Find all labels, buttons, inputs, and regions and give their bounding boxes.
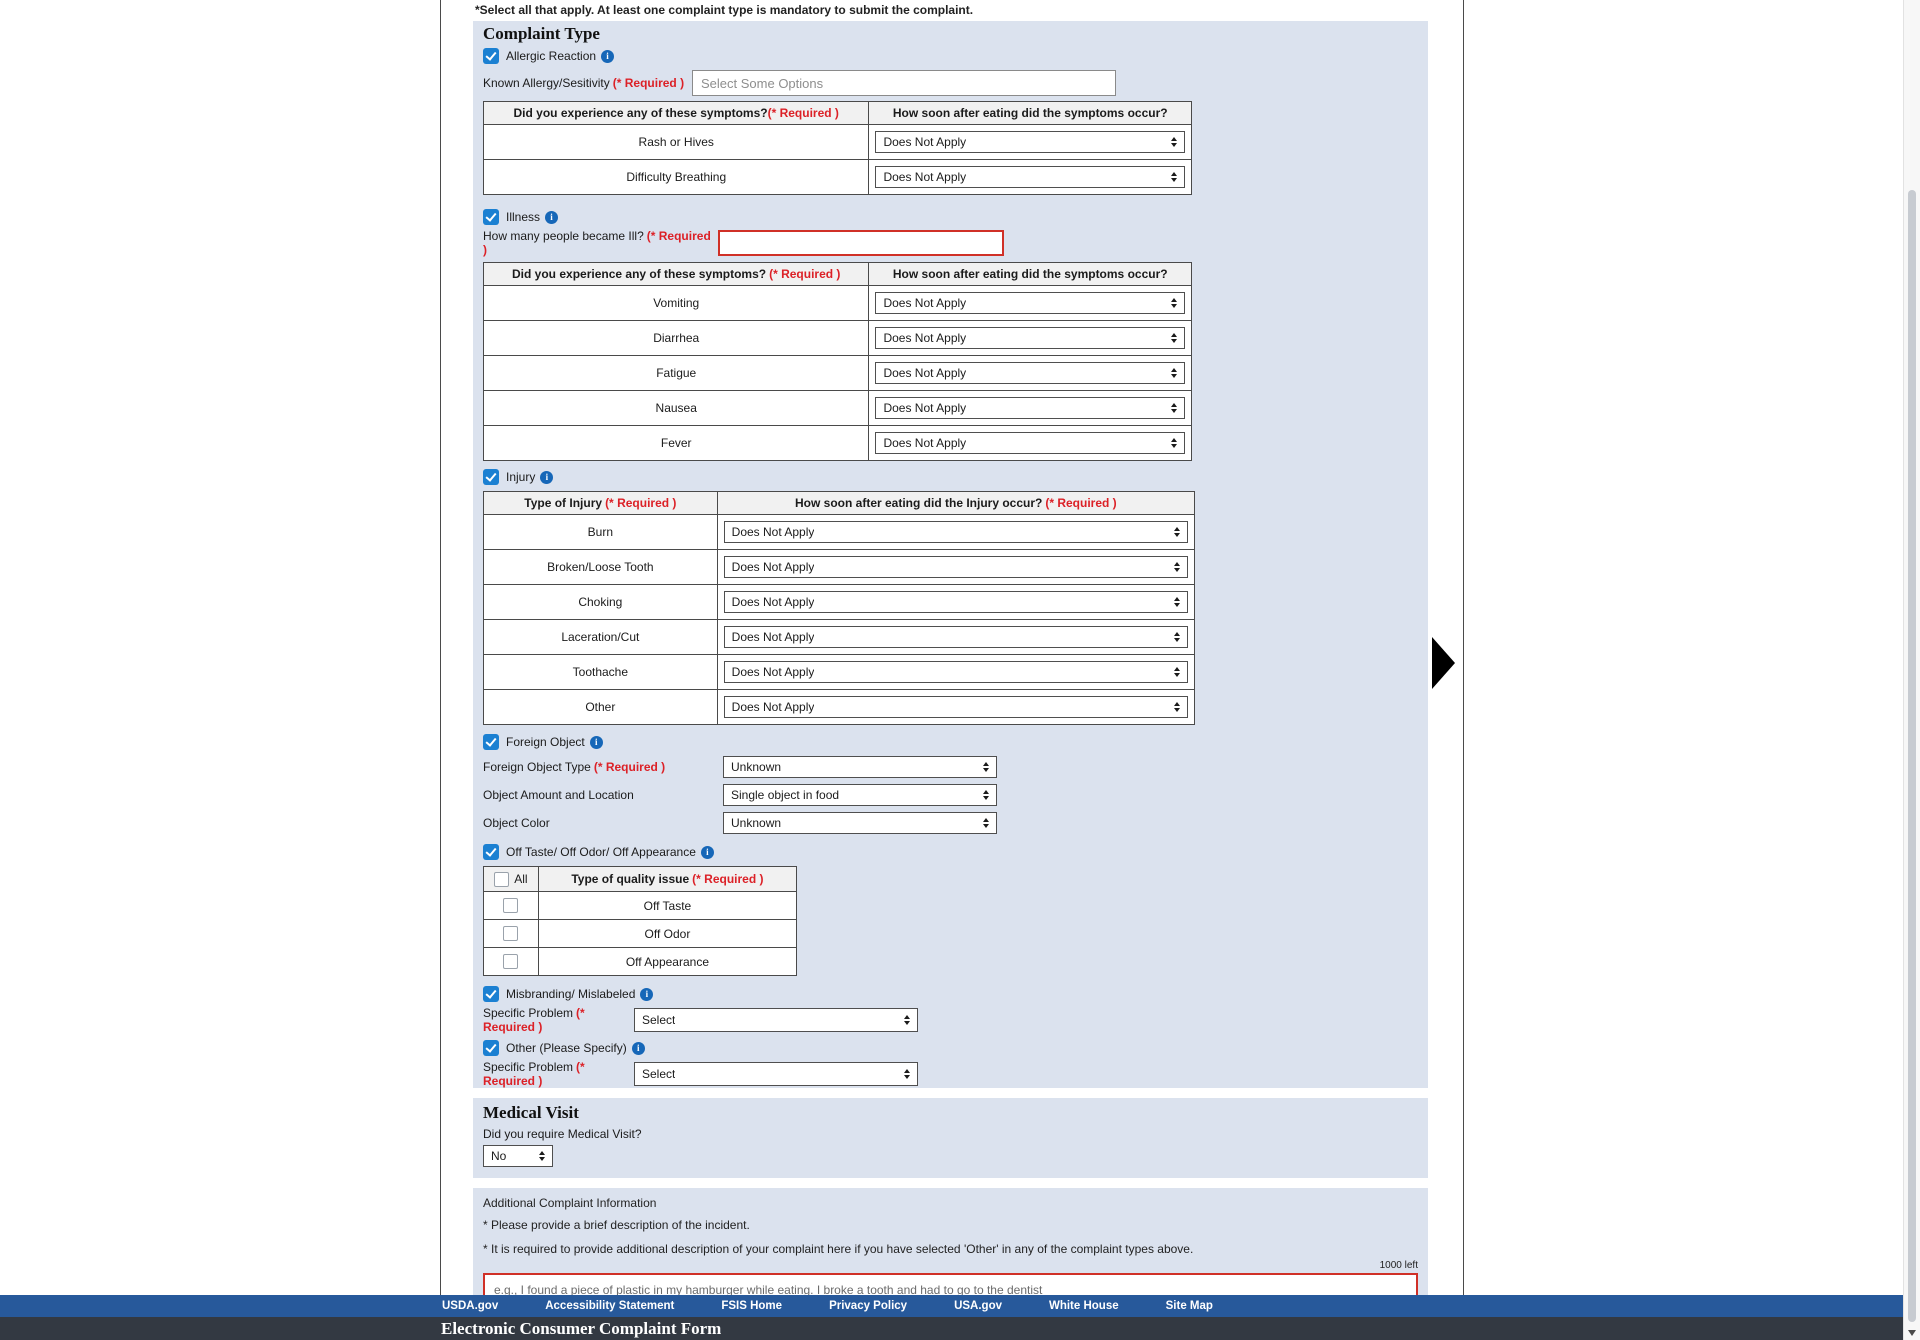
injury-type-label: Toothache xyxy=(484,655,718,689)
broken-loose-tooth-select[interactable] xyxy=(724,556,1188,578)
how-many-ill-row xyxy=(483,230,1418,256)
footer-links-bar xyxy=(0,1295,1903,1317)
how-soon-column-header: How soon after eating did the symptoms occur? xyxy=(869,102,1191,124)
select-value: Does Not Apply xyxy=(883,366,967,380)
select-value: Does Not Apply xyxy=(883,331,967,345)
medical-visit-heading: Medical Visit xyxy=(483,1103,579,1122)
info-icon[interactable] xyxy=(640,988,653,1001)
off-appearance-checkbox[interactable] xyxy=(503,954,518,969)
required-flag: (* Required ) xyxy=(483,1060,585,1088)
illness-symptoms-table xyxy=(483,262,1192,461)
select-arrows-icon xyxy=(1170,667,1187,677)
known-allergy-label xyxy=(483,76,692,90)
object-color-select[interactable] xyxy=(723,812,997,834)
select-arrows-icon xyxy=(1167,438,1184,448)
table-header-row xyxy=(484,102,1191,124)
illness-checkbox[interactable] xyxy=(483,209,499,225)
quality-type-label: Off Taste xyxy=(643,898,692,913)
select-arrows-icon xyxy=(1170,562,1187,572)
injury-label: Injury xyxy=(506,470,536,484)
foreign-object-row xyxy=(483,734,1418,750)
quality-issue-table xyxy=(483,866,797,976)
injury-row xyxy=(483,469,1418,485)
injury-type-label: Other xyxy=(484,690,718,724)
table-row xyxy=(484,285,1191,320)
info-icon[interactable] xyxy=(545,211,558,224)
select-value: Does Not Apply xyxy=(731,630,815,644)
object-color-row xyxy=(483,812,1418,834)
object-amount-location-select[interactable] xyxy=(723,784,997,806)
table-row xyxy=(484,584,1194,619)
select-all-note: *Select all that apply. At least one complaint type is mandatory to submit the complaint. xyxy=(475,3,974,17)
symptoms-column-header xyxy=(484,263,869,285)
burn-select[interactable] xyxy=(724,521,1188,543)
select-value: Does Not Apply xyxy=(731,525,815,539)
quality-issue-checkbox[interactable] xyxy=(483,844,499,860)
foreign-object-type-select[interactable] xyxy=(723,756,997,778)
vomiting-select[interactable] xyxy=(875,292,1185,314)
required-flag: (* Required ) xyxy=(483,1006,585,1034)
known-allergy-label-text: Known Allergy/Sesitivity xyxy=(483,76,610,90)
label-text: Specific Problem xyxy=(483,1060,574,1074)
select-arrows-icon xyxy=(1170,702,1187,712)
select-value: Unknown xyxy=(731,760,782,774)
table-row xyxy=(484,619,1194,654)
scrollbar-thumb[interactable] xyxy=(1908,190,1916,1322)
select-arrows-icon xyxy=(1167,403,1184,413)
select-arrows-icon xyxy=(900,1069,917,1079)
all-label: All xyxy=(514,872,528,886)
laceration-cut-select[interactable] xyxy=(724,626,1188,648)
select-value: Select xyxy=(642,1013,676,1027)
injury-type-label: Broken/Loose Tooth xyxy=(484,550,718,584)
header-text: Type of Injury xyxy=(524,496,603,510)
select-value: Does Not Apply xyxy=(883,170,967,184)
required-flag: (* Required ) xyxy=(612,76,685,90)
select-value: Does Not Apply xyxy=(883,296,967,310)
footer-link-privacy-policy[interactable]: Privacy Policy xyxy=(829,1300,908,1312)
table-row xyxy=(484,159,1191,194)
scroll-down-arrow-icon[interactable] xyxy=(1908,1330,1916,1336)
known-allergy-row xyxy=(483,70,1418,96)
required-flag: (* Required ) xyxy=(767,106,839,120)
footer-link-white-house[interactable]: White House xyxy=(1048,1300,1119,1312)
table-row xyxy=(484,355,1191,390)
injury-type-label: Burn xyxy=(484,515,718,549)
select-all-header xyxy=(484,867,539,891)
fever-select[interactable] xyxy=(875,432,1185,454)
select-value: No xyxy=(491,1149,507,1163)
table-row xyxy=(484,549,1194,584)
other-complaint-checkbox[interactable] xyxy=(483,1040,499,1056)
specific-problem-label xyxy=(483,1006,634,1034)
choking-select[interactable] xyxy=(724,591,1188,613)
select-value: Does Not Apply xyxy=(731,560,815,574)
select-arrows-icon xyxy=(1167,298,1184,308)
illness-row xyxy=(483,209,1418,225)
select-arrows-icon xyxy=(1170,632,1187,642)
illness-label: Illness xyxy=(506,210,541,224)
select-arrows-icon xyxy=(1167,333,1184,343)
foreign-object-checkbox[interactable] xyxy=(483,734,499,750)
page-border-left xyxy=(440,0,441,1295)
other-injury-select[interactable] xyxy=(724,696,1188,718)
toothache-select[interactable] xyxy=(724,661,1188,683)
table-row xyxy=(484,514,1194,549)
symptom-label: Difficulty Breathing xyxy=(484,160,869,194)
fatigue-select[interactable] xyxy=(875,362,1185,384)
symptoms-column-header xyxy=(484,102,869,124)
symptom-label: Fever xyxy=(484,426,869,460)
select-arrows-icon xyxy=(1167,172,1184,182)
object-amount-location-label xyxy=(483,788,723,802)
page-border-right xyxy=(1463,0,1464,1295)
additional-info-panel xyxy=(473,1188,1428,1301)
label-text: Foreign Object Type xyxy=(483,760,591,774)
quality-type-column-header xyxy=(539,867,796,891)
misbranding-label: Misbranding/ Mislabeled xyxy=(506,987,636,1001)
expand-panel-arrow[interactable] xyxy=(1432,637,1455,689)
required-flag: (* Required ) xyxy=(1045,496,1117,510)
other-problem-select[interactable] xyxy=(634,1062,918,1086)
select-value: Does Not Apply xyxy=(731,595,815,609)
allergic-reaction-checkbox[interactable] xyxy=(483,48,499,64)
scrollbar[interactable] xyxy=(1903,0,1920,1340)
header-text: Type of quality issue xyxy=(571,872,690,886)
other-required-note: * It is required to provide additional description of your complaint here if you have selected 'Other' in any of the complaint types above. xyxy=(483,1242,1194,1256)
other-complaint-label: Other (Please Specify) xyxy=(506,1041,627,1055)
required-flag: (* Required ) xyxy=(692,872,764,886)
table-row xyxy=(484,390,1191,425)
select-arrows-icon xyxy=(1167,137,1184,147)
select-arrows-icon xyxy=(1170,597,1187,607)
table-row xyxy=(484,689,1194,724)
allergic-reaction-row xyxy=(483,48,1418,64)
other-problem-row xyxy=(483,1062,1418,1086)
label-text: Object Color xyxy=(483,816,550,830)
info-icon[interactable] xyxy=(601,50,614,63)
complaint-type-heading: Complaint Type xyxy=(483,24,600,43)
how-many-ill-label-text: How many people became Ill? xyxy=(483,229,644,243)
select-value: Does Not Apply xyxy=(883,436,967,450)
info-icon[interactable] xyxy=(701,846,714,859)
select-arrows-icon xyxy=(979,818,996,828)
footer-link-usa-gov[interactable]: USA.gov xyxy=(954,1300,1002,1312)
injury-type-label: Choking xyxy=(484,585,718,619)
label-text: Object Amount and Location xyxy=(483,788,634,802)
select-arrows-icon xyxy=(979,762,996,772)
select-arrows-icon xyxy=(900,1015,917,1025)
table-row xyxy=(484,320,1191,355)
table-row xyxy=(484,654,1194,689)
label-text: Specific Problem xyxy=(483,1006,574,1020)
foreign-object-type-label xyxy=(483,760,723,774)
info-icon[interactable] xyxy=(540,471,553,484)
required-flag: (* Required ) xyxy=(605,496,677,510)
footer-link-usda[interactable]: USDA.gov xyxy=(442,1300,499,1312)
how-many-ill-input[interactable] xyxy=(718,230,1004,256)
medical-visit-panel xyxy=(473,1098,1428,1178)
header-text: Did you experience any of these symptoms? xyxy=(512,267,767,281)
table-row xyxy=(484,947,796,975)
select-value: Select xyxy=(642,1067,676,1081)
object-amount-location-row xyxy=(483,784,1418,806)
allergic-symptoms-table xyxy=(483,101,1192,195)
how-soon-column-header: How soon after eating did the symptoms occur? xyxy=(869,263,1191,285)
difficulty-breathing-select[interactable] xyxy=(875,166,1185,188)
table-header-row xyxy=(484,492,1194,514)
select-arrows-icon xyxy=(979,790,996,800)
footer-link-site-map[interactable]: Site Map xyxy=(1165,1300,1213,1312)
select-value: Does Not Apply xyxy=(883,135,967,149)
characters-left-counter: 1000 left xyxy=(1379,1260,1418,1271)
object-color-label xyxy=(483,816,723,830)
quality-issue-row xyxy=(483,844,1418,860)
injury-table xyxy=(483,491,1195,725)
injury-type-label: Laceration/Cut xyxy=(484,620,718,654)
foreign-object-type-row xyxy=(483,756,1418,778)
table-row xyxy=(484,891,796,919)
quality-type-label: Off Odor xyxy=(644,926,691,941)
misbranding-problem-row xyxy=(483,1008,1418,1032)
select-value: Does Not Apply xyxy=(883,401,967,415)
table-header-row xyxy=(484,263,1191,285)
form-title: Electronic Consumer Complaint Form xyxy=(441,1319,722,1338)
quality-type-label: Off Appearance xyxy=(625,954,710,969)
select-value: Single object in food xyxy=(731,788,840,802)
table-row xyxy=(484,124,1191,159)
info-icon[interactable] xyxy=(590,736,603,749)
footer-link-accessibility[interactable]: Accessibility Statement xyxy=(545,1300,675,1312)
foreign-object-label: Foreign Object xyxy=(506,735,585,749)
footer-title-bar xyxy=(0,1317,1903,1340)
select-arrows-icon xyxy=(1167,368,1184,378)
required-flag: (* Required ) xyxy=(483,229,711,257)
required-flag: (* Required ) xyxy=(593,760,666,774)
medical-visit-select[interactable] xyxy=(483,1145,553,1167)
how-soon-column-header xyxy=(718,492,1194,514)
diarrhea-select[interactable] xyxy=(875,327,1185,349)
other-complaint-row xyxy=(483,1040,1418,1056)
rash-or-hives-select[interactable] xyxy=(875,131,1185,153)
symptom-label: Fatigue xyxy=(484,356,869,390)
misbranding-row xyxy=(483,986,1418,1002)
how-many-ill-label xyxy=(483,229,718,257)
symptom-label: Diarrhea xyxy=(484,321,869,355)
select-value: Does Not Apply xyxy=(731,700,815,714)
symptom-label: Vomiting xyxy=(484,286,869,320)
symptom-label: Rash or Hives xyxy=(484,125,869,159)
allergic-reaction-label: Allergic Reaction xyxy=(506,49,597,63)
select-value: Unknown xyxy=(731,816,782,830)
misbranding-problem-select[interactable] xyxy=(634,1008,918,1032)
select-arrows-icon xyxy=(535,1151,552,1161)
footer-link-fsis-home[interactable]: FSIS Home xyxy=(721,1300,783,1312)
table-header-row xyxy=(484,867,796,891)
header-text: Did you experience any of these symptoms? xyxy=(513,106,768,120)
complaint-type-panel xyxy=(473,21,1428,1088)
symptom-label: Nausea xyxy=(484,391,869,425)
injury-type-column-header xyxy=(484,492,718,514)
off-taste-checkbox[interactable] xyxy=(503,898,518,913)
required-flag: (* Required ) xyxy=(769,267,841,281)
header-text: How soon after eating did the Injury occur? xyxy=(794,496,1043,510)
table-row xyxy=(484,919,796,947)
quality-issue-label: Off Taste/ Off Odor/ Off Appearance xyxy=(506,845,696,859)
description-note: * Please provide a brief description of the incident. xyxy=(483,1218,750,1232)
medical-visit-question: Did you require Medical Visit? xyxy=(483,1127,642,1141)
injury-checkbox[interactable] xyxy=(483,469,499,485)
known-allergy-input[interactable] xyxy=(692,70,1116,96)
nausea-select[interactable] xyxy=(875,397,1185,419)
additional-info-heading: Additional Complaint Information xyxy=(483,1196,657,1210)
table-row xyxy=(484,425,1191,460)
specific-problem-label xyxy=(483,1060,634,1088)
misbranding-checkbox[interactable] xyxy=(483,986,499,1002)
off-odor-checkbox[interactable] xyxy=(503,926,518,941)
select-all-checkbox[interactable] xyxy=(494,872,509,887)
select-value: Does Not Apply xyxy=(731,665,815,679)
info-icon[interactable] xyxy=(632,1042,645,1055)
select-arrows-icon xyxy=(1170,527,1187,537)
